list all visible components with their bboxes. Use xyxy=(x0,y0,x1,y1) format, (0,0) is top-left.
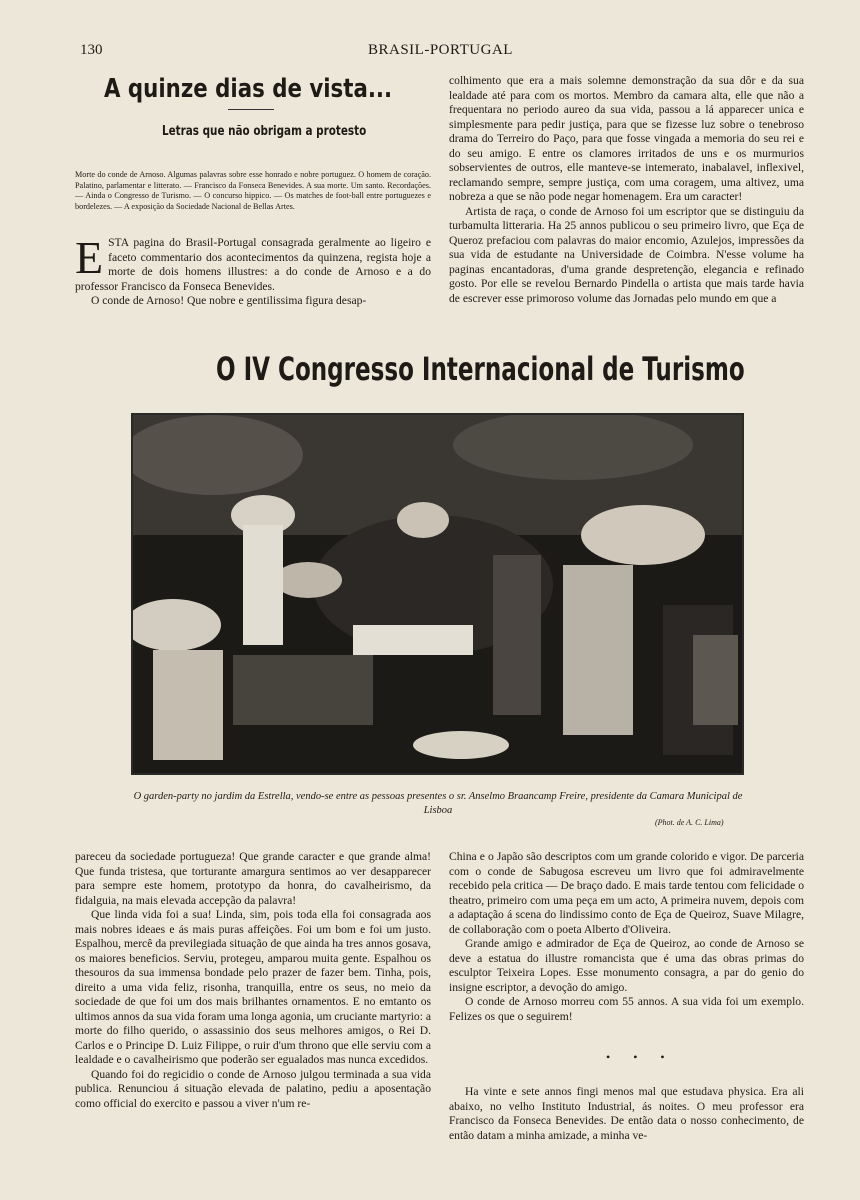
article-paragraph: ESTA pagina do Brasil-Portugal consagrada geralmente ao ligeiro e faceto commentario dos acontecimentos da quinzena, regista hoje a morte de dois homens illustres: a do conde de Arnoso e a do professor Francisco da Fonseca Benevides. xyxy=(75,232,431,293)
section-separator: • • • xyxy=(606,1050,675,1064)
column-left-top xyxy=(75,232,431,309)
photo-caption: O garden-party no jardim da Estrella, vendo-se entre as pessoas presentes o sr. Anselmo Braancamp Freire, presidente da Camara Municipal de Lisboa xyxy=(133,791,743,816)
column-right-final xyxy=(449,1085,804,1143)
article-paragraph: Artista de raça, o conde de Arnoso foi um escriptor que se distinguiu da turbamulta litteraria. Ha 25 annos publicou o seu primeiro livro, que Eça de Queroz prefaciou com palavras do maior encomio, Azulejos, impressões da sua vida de estudante na Universidade de Coimbra. N'esse volume ha paginas encantadoras, d'uma grande despretenção, elegancia e refinado gosto. Por elle se revelou Bernardo Pindella o artista que mais tarde havia de escrever esse primoroso volume das Jornadas pelo mundo em que a xyxy=(449,204,804,305)
section-title: A quinze dias de vista... xyxy=(104,74,393,104)
column-left-bottom xyxy=(75,850,431,1111)
column-right-bottom xyxy=(449,850,804,1024)
article-paragraph: Quando foi do regicidio o conde de Arnoso julgou terminada a sua vida publica. Renunciou á situação elevada de palatino, pediu a aposentação como official do exercito e passou a viver n'um re- xyxy=(75,1067,431,1110)
article-paragraph: Grande amigo e admirador de Eça de Queiroz, ao conde de Arnoso se deve a estatua do illustre romancista que é uma das obras primas do esculptor Teixeira Lopes. Esse monumento consagra, a par do genio do insigne escriptor, a devoção do amigo. xyxy=(449,937,804,994)
article-paragraph: O conde de Arnoso! Que nobre e gentilissima figura desap- xyxy=(91,294,367,307)
publication-title: BRASIL-PORTUGAL xyxy=(368,42,513,58)
article-paragraph: O conde de Arnoso morreu com 55 annos. A sua vida foi um exemplo. Felizes os que o seguirem! xyxy=(449,995,804,1023)
article-paragraph: Que linda vida foi a sua! Linda, sim, pois toda ella foi consagrada aos mais nobres ideaes e ás mais puras affeições. Foi um bom e foi um justo. Espalhou, mercê da previlegiada situação de que ainda ha tres annos gosava, os maiores beneficios. Serviu, protegeu, amparou muita gente. Espalhou os thesouros da sua immensa bondade pelo prazer de fazer bem. Tinha, pois, direito a uma vida feliz, risonha, tranquilla, entre os seus, no meio da sociedade de que foi um dos mais brilhantes ornamentos. E no emtanto os ultimos annos da sua vida foram uma longa agonia, um cruciante martyrio: a morte do filho querido, o assassinio dos seus melhores amigos, o Rei D. Carlos e o Principe D. Luiz Filippe, o ruir d'um throno que elle serviu com a lealdade e o cavalheirismo que poderão ser egualados mas nunca excedidos. xyxy=(75,908,431,1066)
photo-credit: (Phot. de A. C. Lima) xyxy=(655,818,724,827)
article-paragraph: China e o Japão são descriptos com um grande colorido e vigor. De parceria com o conde de Sabugosa escreveu um livro que foi admiravelmente recebido pela critica — De braço dado. E mais tarde tentou com felicidade o theatro, primeiro com uma peça em um acto, A primeira nuvem, depois com a adaptação á scena do lindissimo conto de Eça de Queiroz, Suave Milagre, de collaboração com o poeta Alberto d'Oliveira. xyxy=(449,850,804,936)
section-subtitle: Letras que não obrigam a protesto xyxy=(162,124,367,139)
article-paragraph: Ha vinte e sete annos fingi menos mal que estudava physica. Era ali abaixo, no velho Instituto Industrial, ás noites. O meu professor era Francisco da Fonseca Benevides. De então data o nosso conhecimento, de então datam a minha amizade, a minha ve- xyxy=(449,1085,804,1142)
page-number: 130 xyxy=(80,42,103,58)
title-divider xyxy=(228,109,274,110)
drop-cap: E xyxy=(75,232,104,283)
feature-title: O IV Congresso Internacional de Turismo xyxy=(216,350,745,388)
column-right-top xyxy=(449,74,804,306)
article-paragraph: pareceu da sociedade portugueza! Que grande caracter e que grande alma! Que funda tristesa, que torturante amargura sentimos ao ver desapparecer para sempre este homem, prototypo da honra, do cavalheirismo, da fidalguia, na mais elevada accepção da palavra! xyxy=(75,850,431,907)
section-summary: Morte do conde de Arnoso. Algumas palavras sobre esse honrado e nobre portuguez. O homem de coração. Palatino, parlamentar e litterato. — Francisco da Fonseca Benevides. A sua morte. Um santo. Recordações. — Ainda o Congresso de Turismo. — O concurso hippico. — Os matches de foot-ball entre portuguezes e bordelezes. — A exposição da Sociedade Nacional de Bellas Artes. xyxy=(75,170,431,211)
garden-party-photo xyxy=(131,413,744,775)
article-paragraph: colhimento que era a mais solemne demonstração da sua dôr e da sua lealdade até para com os mortos. Membro da camara alta, elle que não a frequentara no periodo aureo da sua vida, passou a lá apparecer unica e simplesmente para pedir justiça, para que se fizesse luz sobre o tenebroso drama do Terreiro do Paço, para que fosse vingada a memoria do seu rei e do seu amigo. E entre os clamores irritados de uns e os murmurios sobservientes de outros, elle manteve-se intemerato, inabalavel, inflexivel, reclamando sempre, sempre justiça, com uma coragem, uma altivez, uma nobreza a que se não pode negar homenagem. Era um caracter! xyxy=(449,74,804,203)
